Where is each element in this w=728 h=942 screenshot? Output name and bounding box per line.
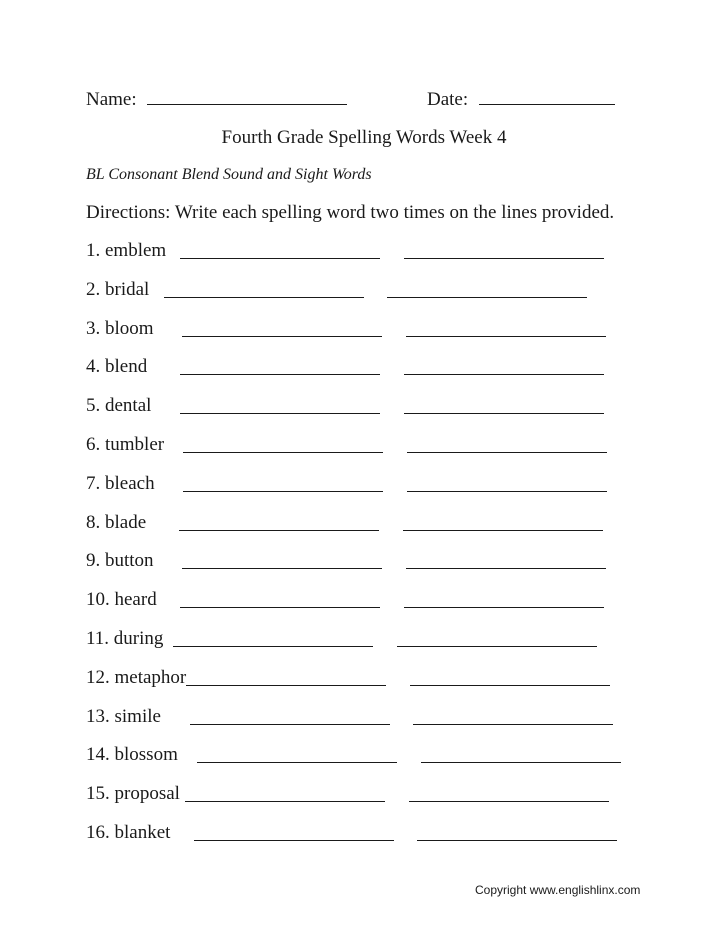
name-label: Name:	[86, 89, 137, 110]
writing-line[interactable]	[413, 724, 613, 725]
writing-line[interactable]	[185, 801, 385, 802]
writing-line[interactable]	[190, 724, 390, 725]
spelling-word: 9. button	[86, 550, 154, 571]
spelling-word: 10. heard	[86, 589, 157, 610]
writing-line[interactable]	[404, 607, 604, 608]
writing-line[interactable]	[403, 530, 603, 531]
writing-line[interactable]	[404, 374, 604, 375]
writing-line[interactable]	[406, 336, 606, 337]
writing-line[interactable]	[421, 762, 621, 763]
writing-line[interactable]	[183, 452, 383, 453]
writing-line[interactable]	[407, 491, 607, 492]
worksheet-title: Fourth Grade Spelling Words Week 4	[221, 127, 507, 148]
spelling-word: 16. blanket	[86, 822, 171, 843]
worksheet-subtitle: BL Consonant Blend Sound and Sight Words	[86, 166, 372, 183]
writing-line[interactable]	[180, 258, 380, 259]
writing-line[interactable]	[406, 568, 606, 569]
spelling-word: 7. bleach	[86, 473, 155, 494]
writing-line[interactable]	[404, 413, 604, 414]
date-label: Date:	[427, 89, 469, 110]
name-field	[86, 88, 347, 111]
spelling-word: 11. during	[86, 628, 164, 649]
writing-line[interactable]	[182, 336, 382, 337]
writing-line[interactable]	[197, 762, 397, 763]
writing-line[interactable]	[173, 646, 373, 647]
writing-line[interactable]	[194, 840, 394, 841]
writing-line[interactable]	[180, 607, 380, 608]
spelling-word: 15. proposal	[86, 783, 180, 804]
writing-line[interactable]	[417, 840, 617, 841]
writing-line[interactable]	[180, 374, 380, 375]
spelling-word: 2. bridal	[86, 279, 150, 300]
writing-line[interactable]	[182, 568, 382, 569]
writing-line[interactable]	[404, 258, 604, 259]
spelling-word: 14. blossom	[86, 744, 178, 765]
directions-text: Directions: Write each spelling word two times on the lines provided.	[86, 202, 615, 223]
writing-line[interactable]	[164, 297, 364, 298]
writing-line[interactable]	[186, 685, 386, 686]
spelling-word: 3. bloom	[86, 318, 154, 339]
date-blank-line[interactable]	[479, 88, 615, 105]
spelling-word: 8. blade	[86, 512, 147, 533]
writing-line[interactable]	[180, 413, 380, 414]
writing-line[interactable]	[183, 491, 383, 492]
writing-line[interactable]	[397, 646, 597, 647]
spelling-word: 12. metaphor	[86, 667, 187, 688]
spelling-word: 4. blend	[86, 356, 148, 377]
spelling-word: 5. dental	[86, 395, 152, 416]
writing-line[interactable]	[407, 452, 607, 453]
spelling-word: 6. tumbler	[86, 434, 165, 455]
writing-line[interactable]	[410, 685, 610, 686]
copyright-notice: Copyright www.englishlinx.com	[475, 883, 641, 897]
writing-line[interactable]	[179, 530, 379, 531]
name-blank-line[interactable]	[147, 88, 347, 105]
writing-line[interactable]	[387, 297, 587, 298]
spelling-word: 13. simile	[86, 706, 161, 727]
spelling-word: 1. emblem	[86, 240, 167, 261]
date-field	[427, 88, 615, 111]
writing-line[interactable]	[409, 801, 609, 802]
